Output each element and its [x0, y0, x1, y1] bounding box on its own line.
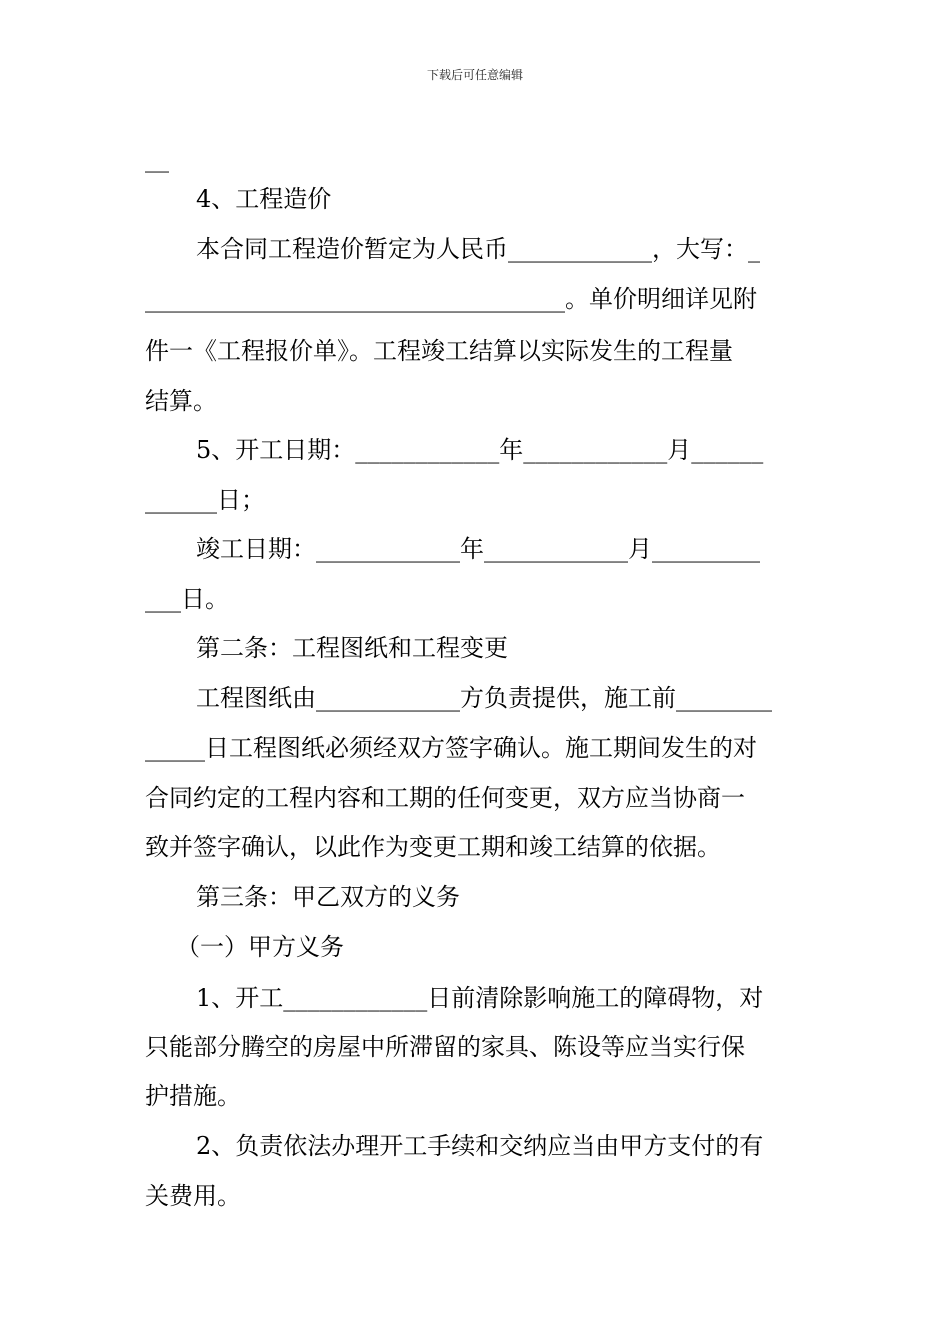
article-heading: 第二条：工程图纸和工程变更: [196, 634, 508, 662]
section-heading: 4、工程造价: [196, 185, 332, 213]
text-line: 结算。: [145, 387, 217, 415]
article-heading: 第三条：甲乙双方的义务: [196, 883, 460, 911]
text-line: 工程图纸由____________方负责提供，施工前________: [196, 684, 772, 712]
text-line: ______日；: [145, 486, 265, 514]
text-line: 合同约定的工程内容和工期的任何变更，双方应当协商一: [145, 784, 745, 812]
text-line: 件一《工程报价单》。工程竣工结算以实际发生的工程量: [145, 337, 733, 365]
subsection-heading: （一）甲方义务: [176, 933, 344, 961]
text-line: 关费用。: [145, 1182, 241, 1210]
text-line: 致并签字确认，以此作为变更工期和竣工结算的依据。: [145, 833, 721, 861]
text-line: 护措施。: [145, 1082, 241, 1110]
text-line: 5、开工日期：____________年____________月______: [196, 436, 764, 464]
text-line: 1、开工____________日前清除影响施工的障碍物，对: [196, 984, 764, 1012]
text-line: __: [145, 145, 169, 173]
text-line: _____日工程图纸必须经双方签字确认。施工期间发生的对: [145, 734, 757, 762]
text-line: 竣工日期：____________年____________月_________: [196, 535, 760, 563]
text-line: 本合同工程造价暂定为人民币____________，大写：_: [196, 235, 760, 263]
text-line: ___________________________________。单价明细详见附: [145, 285, 757, 313]
text-line: 只能部分腾空的房屋中所滞留的家具、陈设等应当实行保: [145, 1033, 745, 1061]
page-header-note: 下载后可任意编辑: [426, 68, 523, 82]
text-line: ___日。: [145, 585, 229, 613]
text-line: 2、负责依法办理开工手续和交纳应当由甲方支付的有: [196, 1132, 764, 1160]
